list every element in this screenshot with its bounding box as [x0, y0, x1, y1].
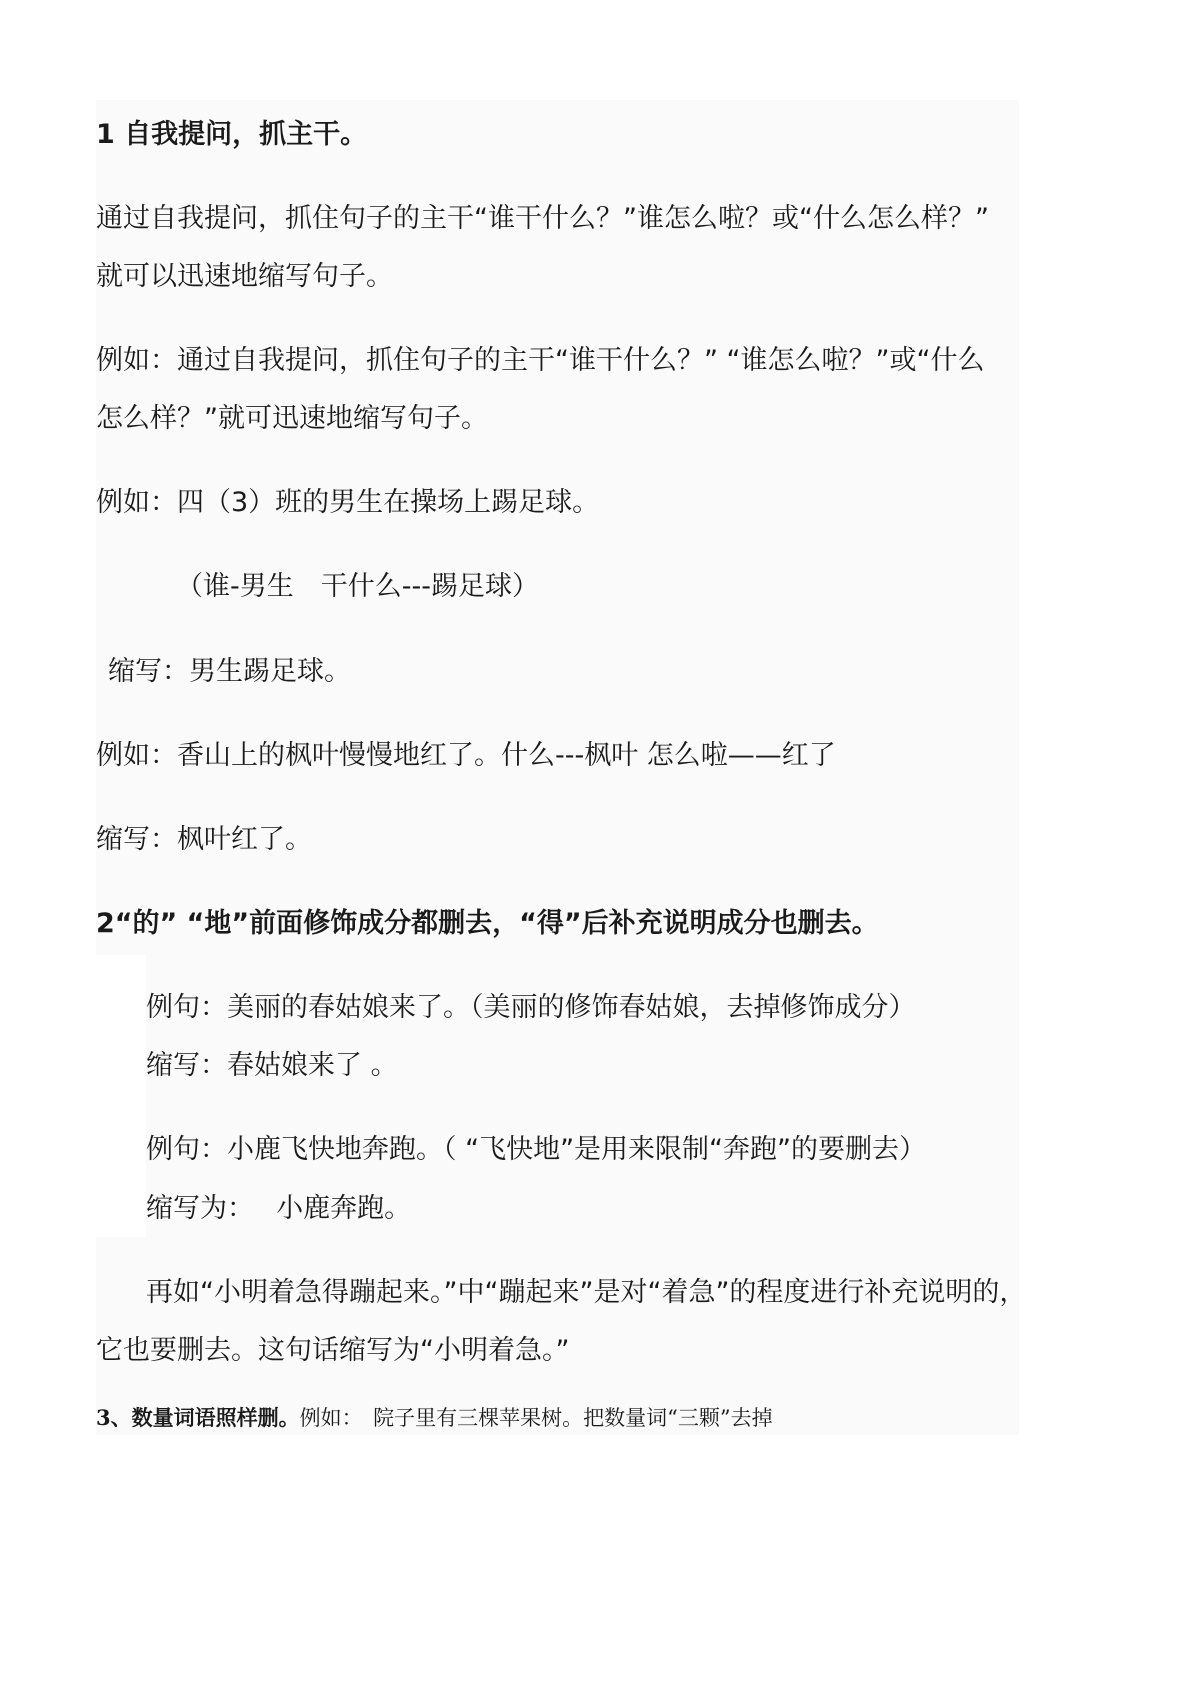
section3-heading: 3、数量词语照样删。: [96, 1405, 300, 1430]
section2-example3-line1: 再如“小明着急得蹦起来。”中“蹦起来”是对“着急”的程度进行补充说明的，: [146, 1277, 1027, 1308]
section2-example1-result: 缩写：春姑娘来了 。: [146, 1050, 398, 1081]
section1-intro-line2: 就可以迅速地缩写句子。: [96, 261, 393, 292]
section1-intro-line1: 通过自我提问，抓住句子的主干“谁干什么？”谁怎么啦？或“什么怎么样？”: [96, 203, 989, 234]
section1-example2-note: （谁-男生 干什么---踢足球）: [176, 571, 539, 602]
section1-example2-result: 缩写：男生踢足球。: [108, 656, 351, 687]
section2-example2: 例句：小鹿飞快地奔跑。（ “飞快地”是用来限制“奔跑”的要删去）: [146, 1134, 927, 1165]
section1-example3-result: 缩写：枫叶红了。: [96, 824, 312, 855]
section1-heading: 1 自我提问，抓主干。: [96, 119, 368, 150]
section2-example3-line2: 它也要删去。这句话缩写为“小明着急。”: [96, 1335, 570, 1366]
section1-example1-line2: 怎么样？”就可迅速地缩写句子。: [96, 403, 488, 434]
section3-paragraph: [96, 1398, 773, 1438]
section3-text: 例如： 院子里有三棵苹果树。把数量词“三颗”去掉: [299, 1406, 773, 1430]
section1-example3: 例如：香山上的枫叶慢慢地红了。什么---枫叶 怎么啦——红了: [96, 740, 836, 771]
section2-example2-result: 缩写为： 小鹿奔跑。: [146, 1193, 412, 1224]
section1-example1-line1: 例如：通过自我提问，抓住句子的主干“谁干什么？” “谁怎么啦？”或“什么: [96, 345, 985, 376]
section1-example2: 例如：四（3）班的男生在操场上踢足球。: [96, 487, 600, 518]
section2-heading: 2“的” “地”前面修饰成分都删去，“得”后补充说明成分也删去。: [96, 908, 879, 939]
section2-example1: 例句：美丽的春姑娘来了。（美丽的修饰春姑娘，去掉修饰成分）: [146, 992, 916, 1023]
